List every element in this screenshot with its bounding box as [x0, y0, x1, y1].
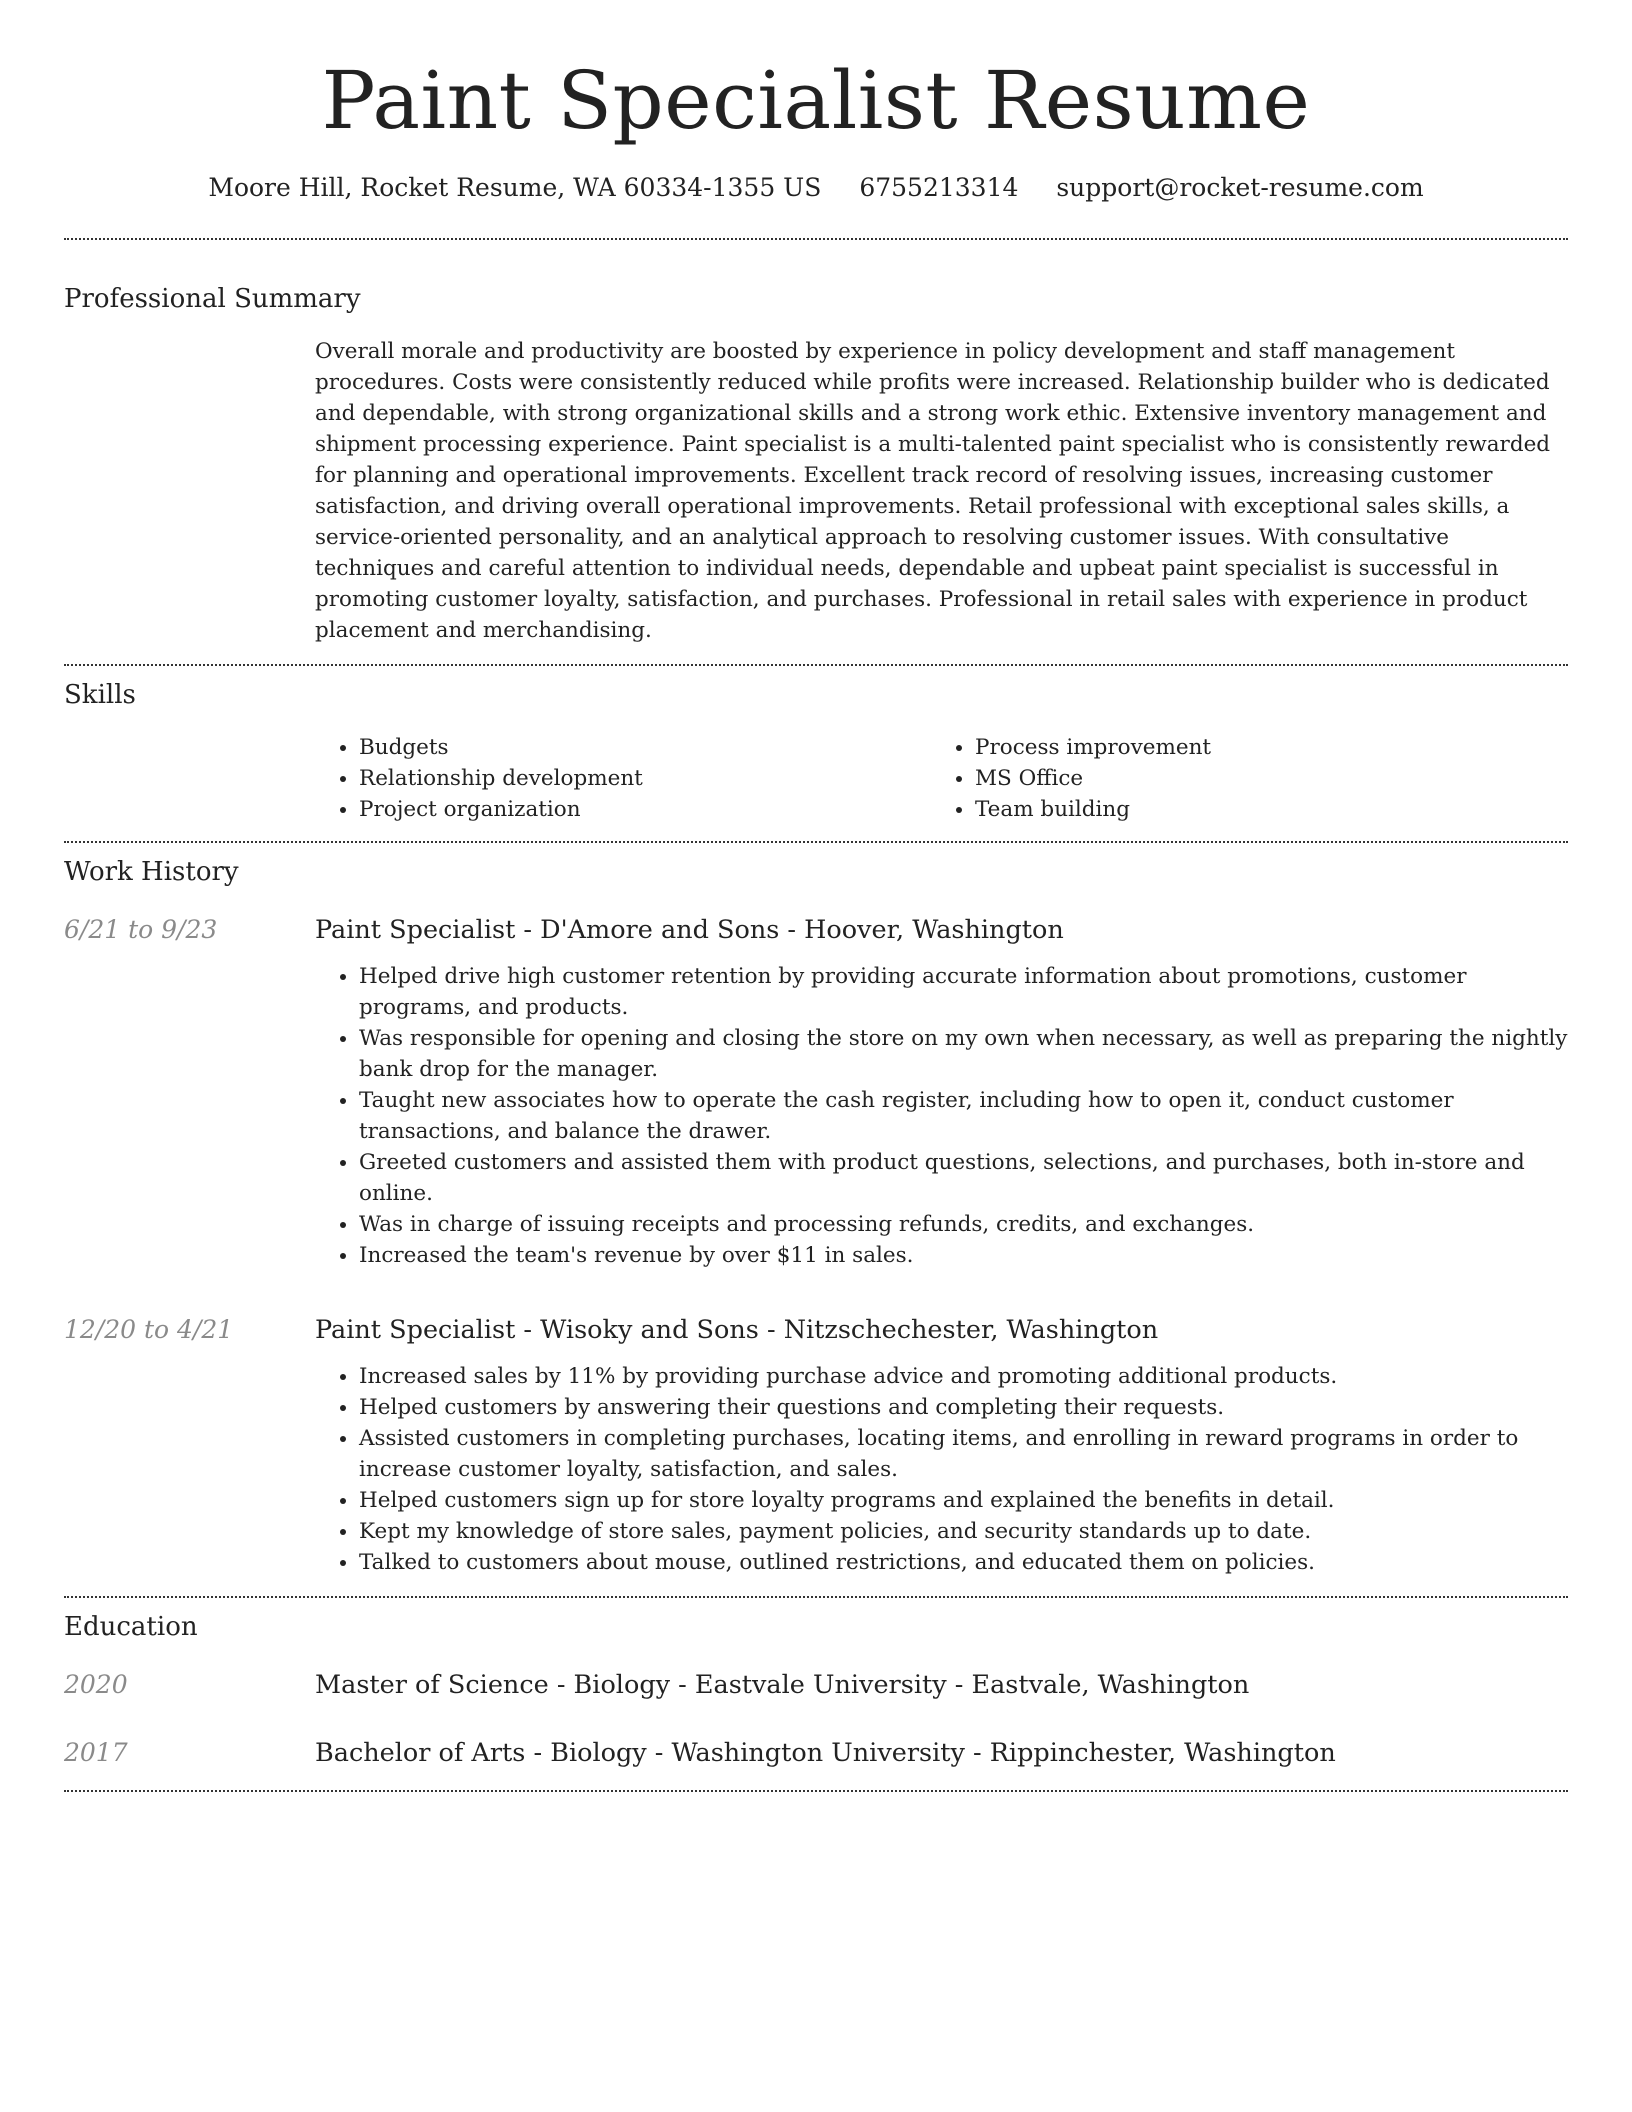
page-title: Paint Specialist Resume	[321, 54, 1311, 147]
job-role: Paint Specialist	[315, 915, 516, 945]
contact-line	[64, 172, 1568, 204]
job-bullet: • Taught new associates how to operate the cash register, including how to open it, conduct customer transactions, and balance the drawer.	[359, 1085, 1568, 1147]
job-title	[315, 913, 1064, 947]
job-bullet: • Was in charge of issuing receipts and processing refunds, credits, and exchanges.	[359, 1209, 1568, 1240]
section-divider	[64, 1790, 1568, 1792]
job-employer: - Wisoky and Sons - Nitzschechester, Washington	[515, 1315, 1159, 1345]
education-entry	[64, 1668, 1568, 1702]
work-heading: Work History	[64, 857, 239, 887]
job-bullet: • Was responsible for opening and closing the store on my own when necessary, as well as preparing the nightly bank drop for the manager.	[359, 1023, 1568, 1085]
contact-email[interactable]: support@rocket-resume.com	[1056, 173, 1424, 202]
skill-item: • Process improvement	[975, 732, 1547, 763]
education-school: - Biology - Eastvale University - Eastvale, Washington	[548, 1670, 1250, 1700]
job-dates: 12/20 to 4/21	[64, 1315, 234, 1344]
job-role: Paint Specialist	[315, 1315, 516, 1345]
education-degree: Master of Science	[315, 1670, 549, 1700]
job-bullet: • Assisted customers in completing purchases, locating items, and enrolling in reward programs in order to increase customer loyalty, satisfaction, and sales.	[359, 1423, 1568, 1485]
education-year: 2017	[64, 1738, 128, 1767]
education-school: - Biology - Washington University - Rippinchester, Washington	[525, 1738, 1336, 1768]
summary-heading: Professional Summary	[64, 284, 361, 314]
job-bullet: • Increased sales by 11% by providing purchase advice and promoting additional products.	[359, 1361, 1568, 1392]
education-degree: Bachelor of Arts	[315, 1738, 526, 1768]
job-entry	[64, 913, 1568, 947]
education-entry	[64, 1736, 1568, 1770]
job-bullets	[315, 961, 1568, 1271]
education-year: 2020	[64, 1670, 128, 1699]
skill-item: • Project organization	[359, 794, 931, 825]
job-dates: 6/21 to 9/23	[64, 915, 218, 944]
skill-item: • MS Office	[975, 763, 1547, 794]
job-entry	[64, 1313, 1568, 1347]
job-bullets	[315, 1361, 1568, 1578]
summary-text: Overall morale and productivity are boosted by experience in policy development and staff management procedures. Costs were consistently reduced while profits were increased. Relationship builder who is dedicated and dependable, with strong organizational skills and a strong work ethic. Extensive inventory management and shipment processing experience. Paint specialist is a multi-talented paint specialist who is consistently rewarded for planning and operational improvements. Excellent track record of resolving issues, increasing customer satisfaction, and driving overall operational improvements. Retail professional with exceptional sales skills, a service-oriented personality, and an analytical approach to resolving customer issues. With consultative techniques and careful attention to individual needs, dependable and upbeat paint specialist is successful in promoting customer loyalty, satisfaction, and purchases. Professional in retail sales with experience in product placement and merchandising.	[315, 339, 1551, 643]
job-employer: - D'Amore and Sons - Hoover, Washington	[515, 915, 1064, 945]
skills-list	[315, 732, 1568, 825]
skills-heading: Skills	[64, 680, 136, 710]
skill-item: • Relationship development	[359, 763, 931, 794]
job-bullet: • Talked to customers about mouse, outlined restrictions, and educated them on policies.	[359, 1547, 1568, 1578]
education-title	[315, 1668, 1249, 1702]
contact-address: Moore Hill, Rocket Resume, WA 60334-1355 US	[208, 173, 822, 202]
skills-column-right	[931, 732, 1547, 825]
skill-item: • Budgets	[359, 732, 931, 763]
summary-section	[315, 336, 1568, 646]
job-bullet: • Helped customers by answering their questions and completing their requests.	[359, 1392, 1568, 1423]
job-bullet: • Helped drive high customer retention by providing accurate information about promotions, customer programs, and products.	[359, 961, 1568, 1023]
education-heading: Education	[64, 1612, 198, 1642]
education-title	[315, 1736, 1336, 1770]
job-bullet: • Kept my knowledge of store sales, payment policies, and security standards up to date.	[359, 1516, 1568, 1547]
job-bullet: • Increased the team's revenue by over $11 in sales.	[359, 1240, 1568, 1271]
job-title	[315, 1313, 1158, 1347]
skill-item: • Team building	[975, 794, 1547, 825]
skills-column-left	[315, 732, 931, 825]
job-bullet: • Greeted customers and assisted them with product questions, selections, and purchases, both in-store and online.	[359, 1147, 1568, 1209]
contact-phone: 6755213314	[859, 173, 1019, 202]
job-bullet: • Helped customers sign up for store loyalty programs and explained the benefits in detail.	[359, 1485, 1568, 1516]
